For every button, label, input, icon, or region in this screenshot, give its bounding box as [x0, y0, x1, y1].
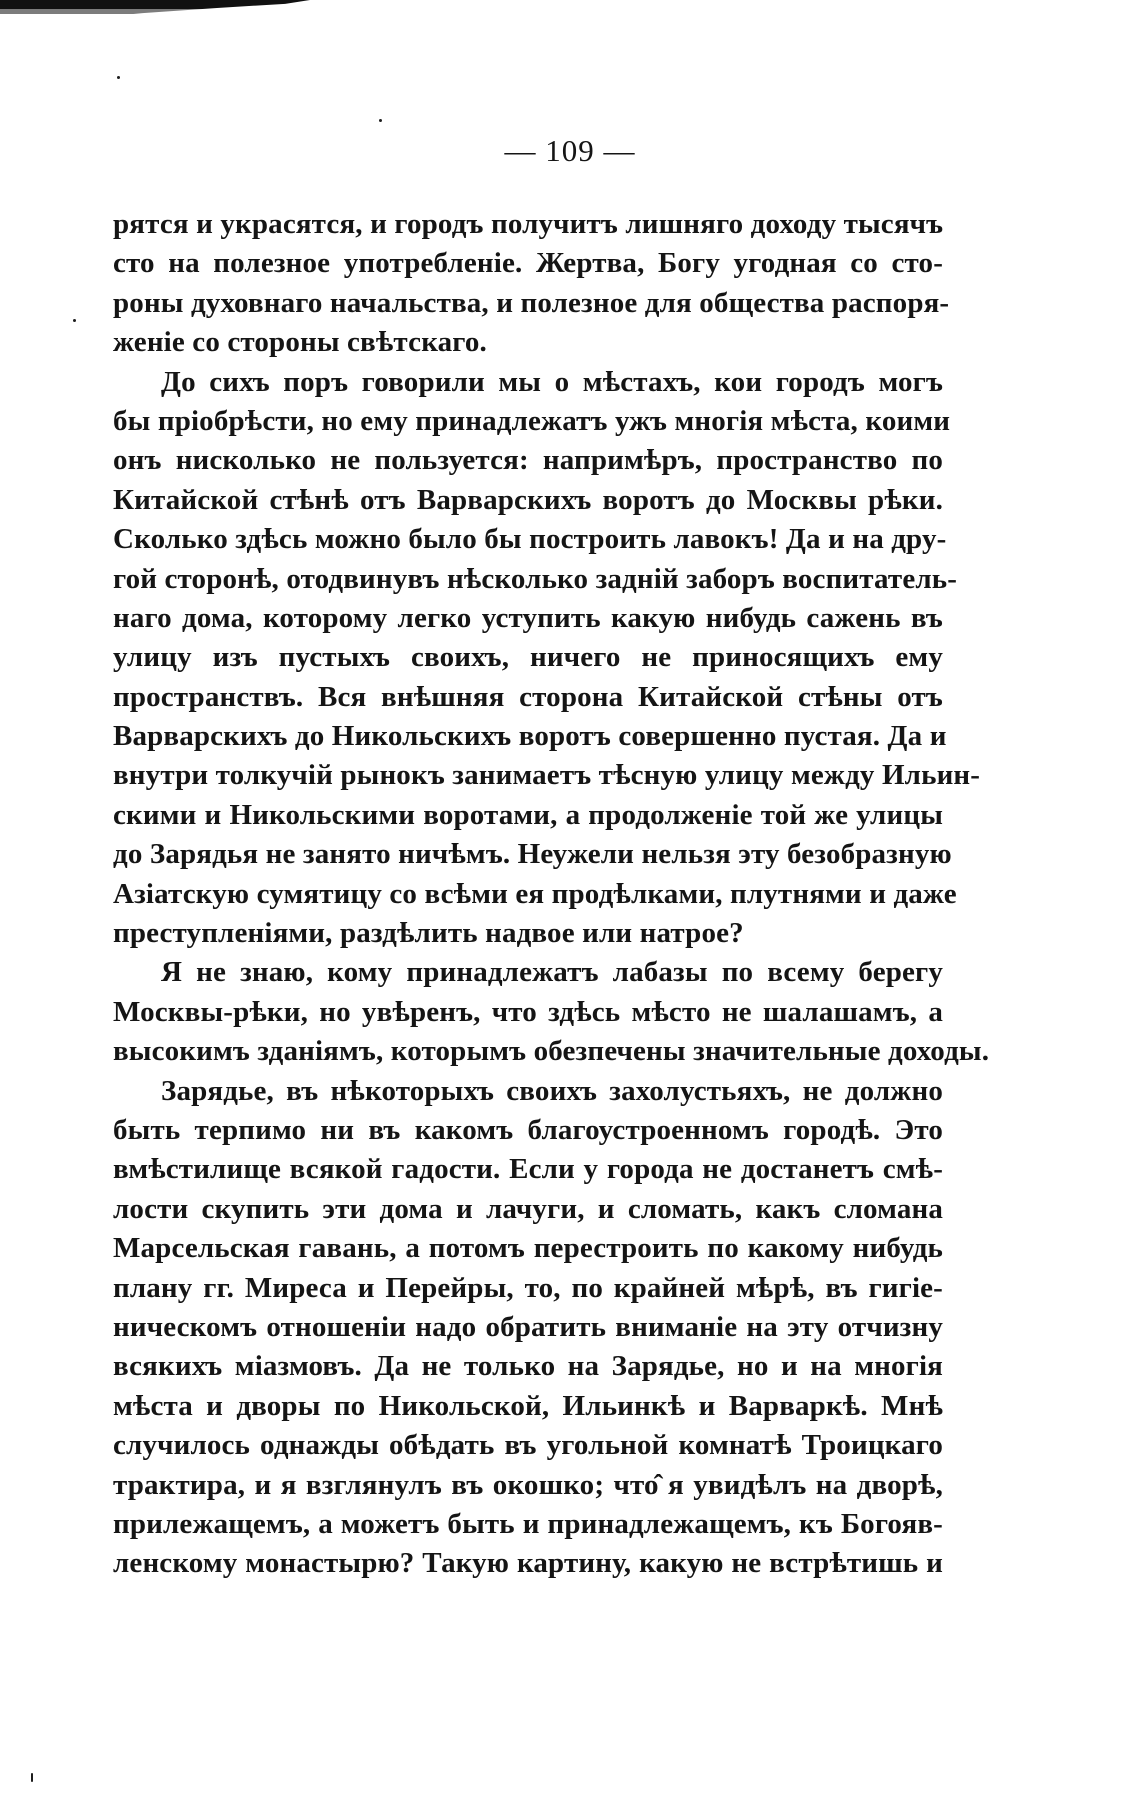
text-line: онъ нисколько не пользуется: напримѣръ, пространство по	[113, 444, 943, 477]
text-line: Марсельская гавань, а потомъ перестроить по какому нибудь	[113, 1232, 943, 1265]
scan-edge-mark	[0, 0, 310, 32]
text-line: преступленіями, раздѣлить надвое или натрое?	[113, 917, 744, 950]
text-line: случилось однажды обѣдать въ угольной комнатѣ Троицкаго	[113, 1429, 943, 1462]
text-line: Сколько здѣсь можно было бы построить лавокъ! Да и на дру-	[113, 523, 947, 556]
text-line: до Зарядья не занято ничѣмъ. Неужели нельзя эту безобразную	[113, 838, 952, 871]
text-line: Москвы-рѣки, но увѣренъ, что здѣсь мѣсто не шалашамъ, а	[113, 995, 943, 1028]
text-line: ническомъ отношеніи надо обратить вниманіе на эту отчизну	[113, 1310, 943, 1343]
text-line: лости скупить эти дома и лачуги, и сломать, какъ сломана	[113, 1192, 943, 1225]
text-line: рятся и украсятся, и городъ получитъ лишняго доходу тысячъ	[113, 208, 944, 240]
scan-speck	[117, 76, 120, 79]
page-number: — 109 —	[504, 133, 636, 168]
text-line: плану гг. Миреса и Перейры, то, по крайней мѣрѣ, въ гигіе-	[113, 1271, 943, 1304]
text-line: женіе со стороны свѣтскаго.	[113, 326, 487, 359]
text-line: трактира, и я взглянулъ въ окошко; что̂ я увидѣлъ на дворѣ,	[113, 1468, 943, 1501]
text-line: пространствъ. Вся внѣшняя сторона Китайской стѣны отъ	[113, 680, 943, 713]
text-line: всякихъ міазмовъ. Да не только на Зарядье, но и на многія	[113, 1350, 943, 1383]
text-line: внутри толкучій рынокъ занимаетъ тѣсную улицу между Ильин-	[113, 759, 981, 792]
scan-speck	[31, 1773, 33, 1782]
text-line: бы пріобрѣсти, но ему принадлежатъ ужъ многія мѣста, коими	[113, 404, 951, 437]
text-line: скими и Никольскими воротами, а продолженіе той же улицы	[113, 798, 943, 831]
text-line: Я не знаю, кому принадлежатъ лабазы по всему берегу	[161, 956, 943, 989]
text-line: Зарядье, въ нѣкоторыхъ своихъ захолустьяхъ, не должно	[161, 1074, 943, 1107]
text-line: быть терпимо ни въ какомъ благоустроенномъ городѣ. Это	[113, 1113, 943, 1146]
text-line: гой сторонѣ, отодвинувъ нѣсколько заднiй заборъ воспитатель-	[113, 562, 958, 595]
text-line: наго дома, которому легко уступить какую нибудь сажень въ	[113, 601, 943, 634]
text-line: До сихъ поръ говорили мы о мѣстахъ, кои городъ могъ	[161, 365, 943, 398]
text-line: сто на полезное употребленіе. Жертва, Богу угодная со сто-	[113, 247, 943, 280]
text-line: мѣста и дворы по Никольской, Ильинкѣ и Варваркѣ. Мнѣ	[113, 1389, 943, 1422]
text-line: Азіатскую сумятицу со всѣми ея продѣлками, плутнями и даже	[113, 877, 957, 910]
text-line: роны духовнаго начальства, и полезное для общества распоря-	[113, 286, 950, 319]
text-line: прилежащемъ, а можетъ быть и принадлежащемъ, къ Богояв-	[113, 1507, 943, 1540]
text-line: вмѣстилище всякой гадости. Если у города не достанетъ смѣ-	[113, 1153, 943, 1186]
text-line: улицу изъ пустыхъ своихъ, ничего не приносящихъ ему	[113, 641, 943, 674]
text-line: Китайской стѣнѣ отъ Варварскихъ воротъ до Москвы рѣки.	[113, 483, 943, 516]
scan-speck	[379, 119, 382, 122]
scan-speck	[73, 319, 76, 322]
body-text	[113, 205, 990, 1584]
text-line: Варварскихъ до Никольскихъ воротъ совершенно пустая. Да и	[113, 720, 947, 753]
text-line: высокимъ зданіямъ, которымъ обезпечены значительные доходы.	[113, 1035, 990, 1068]
text-line: ленскому монастырю? Такую картину, какую не встрѣтишь и	[113, 1547, 943, 1580]
